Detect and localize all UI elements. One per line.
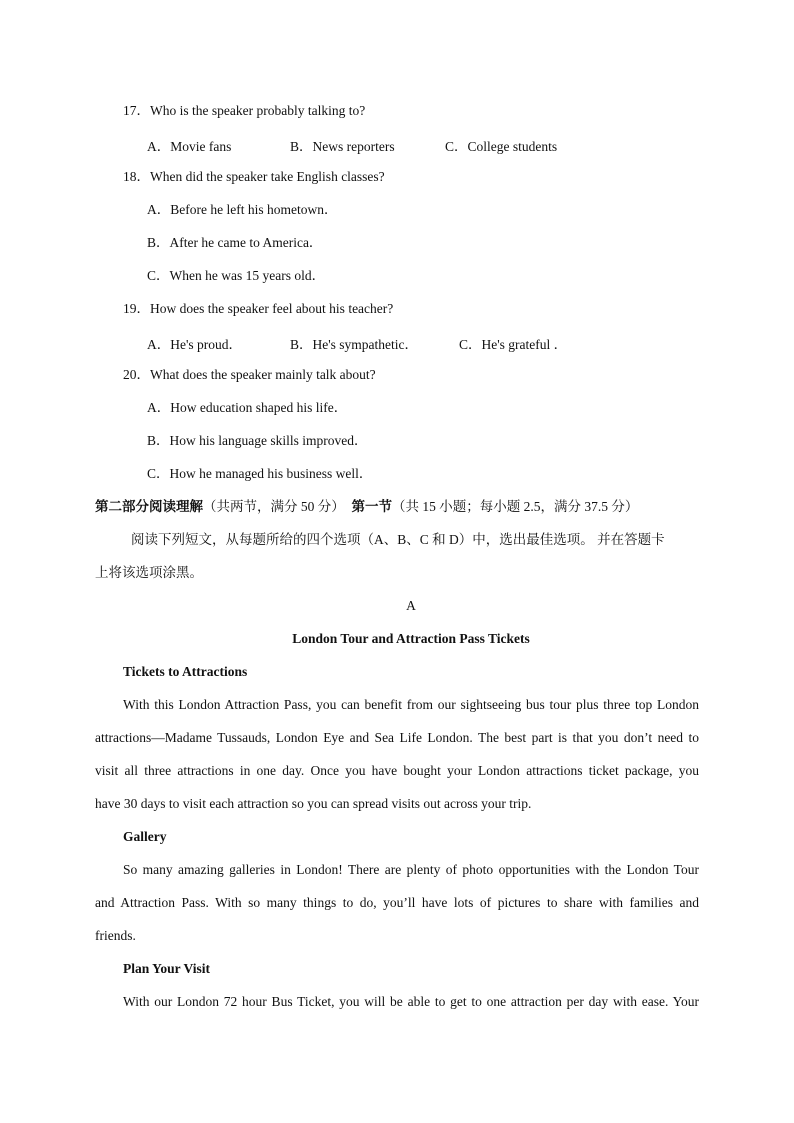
- section1-heading-bold: 第一节: [351, 499, 392, 514]
- section-heading-plan-visit: Plan Your Visit: [123, 961, 211, 976]
- instruction-line-1: 阅读下列短文，从每题所给的四个选项（A、B、C 和 D）中，选出最佳选项。 并在答题卡: [131, 532, 665, 547]
- option-18-b: B．After he came to America．: [147, 235, 323, 250]
- option-20-a: A．How education shaped his life．: [147, 400, 348, 415]
- option-17-c: C．College students: [445, 139, 558, 154]
- section-heading-gallery: Gallery: [123, 829, 167, 844]
- passage-letter: A: [406, 598, 416, 613]
- option-19-a: A．He's proud．: [147, 337, 243, 352]
- instruction-line-2: 上将该选项涂黑。: [95, 565, 203, 580]
- part2-heading-detail: （共两节，满分 50 分）: [203, 499, 345, 514]
- paragraph-line: So many amazing galleries in London! There are plenty of photo opportunities with the London Tour: [123, 862, 699, 877]
- paragraph-line: attractions—Madame Tussauds, London Eye and Sea Life London. The best part is that you don’t need to: [95, 730, 699, 745]
- option-17-b: B．News reporters: [290, 139, 395, 154]
- question-20-stem: 20．What does the speaker mainly talk about?: [123, 367, 376, 382]
- question-17-stem: 17．Who is the speaker probably talking to?: [123, 103, 366, 118]
- option-19-b: B．He's sympathetic．: [290, 337, 419, 352]
- paragraph-line: visit all three attractions in one day. Once you have bought your London attractions ticket package, you: [95, 763, 699, 778]
- option-19-c: C．He's grateful ．: [459, 337, 568, 352]
- paragraph-line: have 30 days to visit each attraction so you can spread visits out across your trip.: [95, 796, 532, 811]
- section-heading-tickets: Tickets to Attractions: [123, 664, 248, 679]
- paragraph-line: and Attraction Pass. With so many things to do, you’ll have lots of pictures to share with families and: [95, 895, 699, 910]
- section1-heading-detail: （共 15 小题；每小题 2.5，满分 37.5 分）: [392, 499, 639, 514]
- paragraph-line: With this London Attraction Pass, you can benefit from our sightseeing bus tour plus three top London: [123, 697, 699, 712]
- option-18-c: C．When he was 15 years old．: [147, 268, 326, 283]
- question-19-stem: 19．How does the speaker feel about his teacher?: [123, 301, 394, 316]
- paragraph-line: friends.: [95, 928, 136, 943]
- part2-heading-bold: 第二部分阅读理解: [95, 499, 203, 514]
- paragraph-line: With our London 72 hour Bus Ticket, you will be able to get to one attraction per day with ease. Your: [123, 994, 699, 1009]
- option-20-b: B．How his language skills improved．: [147, 433, 368, 448]
- option-20-c: C．How he managed his business well．: [147, 466, 373, 481]
- passage-title: London Tour and Attraction Pass Tickets: [292, 631, 530, 646]
- option-18-a: A．Before he left his hometown．: [147, 202, 338, 217]
- option-17-a: A．Movie fans: [147, 139, 232, 154]
- question-18-stem: 18．When did the speaker take English classes?: [123, 169, 385, 184]
- part2-heading: [95, 498, 638, 516]
